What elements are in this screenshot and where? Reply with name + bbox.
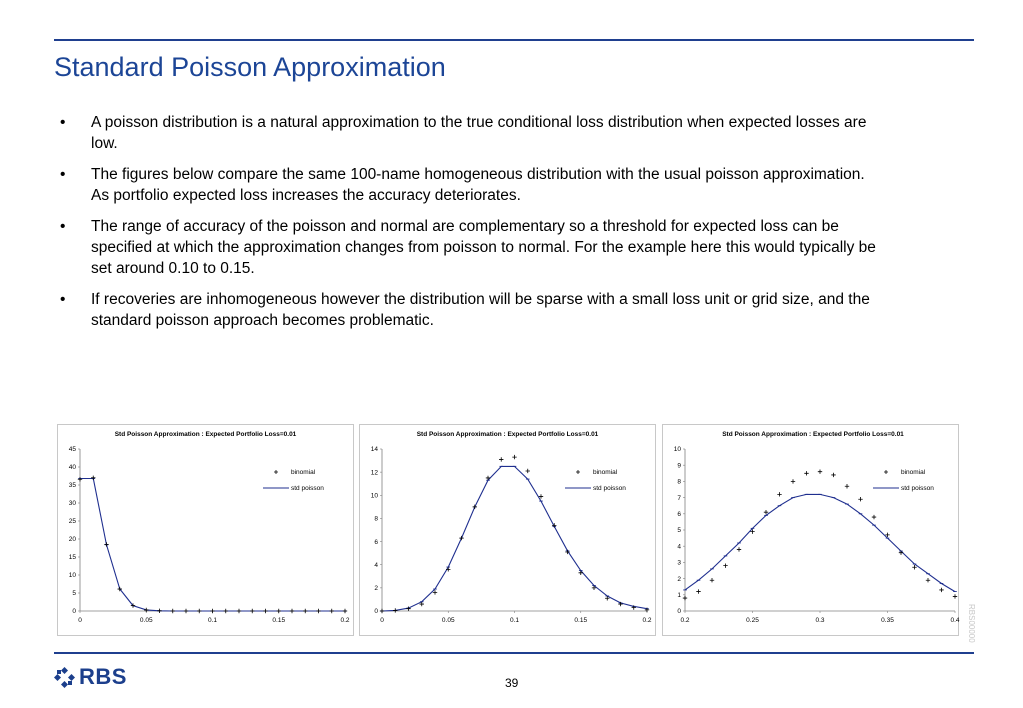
x-tick-label: 0.15 bbox=[574, 617, 588, 624]
legend-binomial-marker bbox=[884, 470, 888, 474]
binomial-point bbox=[683, 596, 687, 600]
y-tick-label: 8 bbox=[677, 478, 681, 486]
legend-std-poisson-label: std poisson bbox=[593, 485, 626, 493]
y-tick-label: 35 bbox=[68, 482, 76, 490]
binomial-point bbox=[277, 609, 281, 613]
y-tick-label: 1 bbox=[677, 592, 681, 599]
binomial-point bbox=[804, 471, 808, 475]
y-tick-label: 12 bbox=[370, 469, 378, 477]
x-tick-label: 0.3 bbox=[815, 617, 825, 624]
binomial-point bbox=[845, 484, 849, 488]
x-tick-label: 0 bbox=[380, 617, 384, 624]
binomial-point bbox=[210, 609, 214, 613]
binomial-point bbox=[184, 609, 188, 613]
chart-title: Std Poisson Approximation : Expected Portfolio Loss=0.01 bbox=[722, 431, 904, 438]
binomial-point bbox=[777, 492, 781, 496]
binomial-point bbox=[926, 578, 930, 582]
binomial-point bbox=[91, 476, 95, 480]
binomial-point bbox=[791, 479, 795, 483]
chart-title: Std Poisson Approximation : Expected Portfolio Loss=0.01 bbox=[416, 431, 599, 438]
x-tick-label: 0.25 bbox=[746, 617, 759, 624]
page-number: 39 bbox=[505, 676, 519, 690]
bullet-item bbox=[60, 216, 880, 279]
side-code: RBS00000 bbox=[967, 604, 976, 643]
y-tick-label: 40 bbox=[68, 464, 76, 472]
bullet-marker: • bbox=[60, 218, 66, 235]
binomial-point bbox=[872, 515, 876, 519]
binomial-point bbox=[953, 594, 957, 598]
binomial-point bbox=[473, 505, 477, 509]
binomial-point bbox=[486, 476, 490, 480]
chart-panel-1 bbox=[57, 424, 354, 636]
legend-binomial-label: binomial bbox=[901, 469, 926, 477]
bullet-text: The range of accuracy of the poisson and normal are complementary so a threshold for expected loss can be specified at which the approximation changes from poisson to normal. For the example here this would typically be set around 0.10 to 0.15. bbox=[91, 218, 876, 277]
chart-panel-3 bbox=[662, 424, 959, 636]
y-tick-label: 14 bbox=[370, 446, 378, 454]
x-tick-label: 0.2 bbox=[642, 617, 652, 624]
bullet-item bbox=[60, 289, 880, 331]
x-tick-label: 0.05 bbox=[139, 617, 153, 624]
y-tick-label: 9 bbox=[677, 462, 681, 470]
binomial-point bbox=[330, 609, 334, 613]
binomial-point bbox=[939, 588, 943, 592]
bullet-marker: • bbox=[60, 291, 66, 308]
binomial-point bbox=[197, 609, 201, 613]
binomial-point bbox=[723, 563, 727, 567]
x-tick-label: 0.35 bbox=[881, 617, 894, 624]
y-tick-label: 0 bbox=[677, 608, 681, 616]
y-tick-label: 6 bbox=[374, 538, 378, 546]
slide-title: Standard Poisson Approximation bbox=[54, 52, 446, 82]
binomial-point bbox=[303, 609, 307, 613]
y-tick-label: 10 bbox=[68, 572, 76, 580]
x-tick-label: 0.15 bbox=[272, 617, 286, 624]
series-line-std-poisson bbox=[685, 494, 955, 591]
binomial-point bbox=[512, 455, 516, 459]
y-tick-label: 10 bbox=[673, 446, 681, 454]
binomial-point bbox=[696, 589, 700, 593]
y-tick-label: 25 bbox=[68, 518, 76, 526]
y-tick-label: 30 bbox=[68, 500, 76, 508]
binomial-point bbox=[224, 609, 228, 613]
x-tick-label: 0.1 bbox=[509, 617, 520, 624]
y-tick-label: 10 bbox=[370, 492, 378, 500]
binomial-point bbox=[157, 609, 161, 613]
binomial-point bbox=[710, 578, 714, 582]
binomial-point bbox=[316, 609, 320, 613]
binomial-point bbox=[579, 571, 583, 575]
y-tick-label: 2 bbox=[677, 575, 681, 583]
x-tick-label: 0.05 bbox=[441, 617, 455, 624]
legend-binomial-label: binomial bbox=[593, 469, 618, 477]
bullet-list bbox=[60, 112, 880, 341]
rbs-logo bbox=[54, 664, 127, 690]
bullet-text: A poisson distribution is a natural approximation to the true conditional loss distribution when expected losses are low. bbox=[91, 114, 867, 152]
chart-title: Std Poisson Approximation : Expected Portfolio Loss=0.01 bbox=[114, 431, 297, 438]
chart-1 bbox=[58, 425, 353, 635]
binomial-point bbox=[250, 609, 254, 613]
y-tick-label: 2 bbox=[374, 585, 378, 593]
binomial-point bbox=[380, 609, 384, 613]
bullet-item bbox=[60, 164, 880, 206]
bullet-marker: • bbox=[60, 114, 66, 131]
bullet-text: The figures below compare the same 100-name homogeneous distribution with the usual poisson approximation. As portfolio expected loss increases the accuracy deteriorates. bbox=[91, 166, 865, 204]
legend-std-poisson-label: std poisson bbox=[291, 485, 324, 493]
binomial-point bbox=[499, 457, 503, 461]
binomial-point bbox=[263, 609, 267, 613]
binomial-point bbox=[737, 547, 741, 551]
binomial-point bbox=[858, 497, 862, 501]
y-tick-label: 20 bbox=[68, 536, 76, 544]
y-tick-label: 45 bbox=[68, 446, 76, 454]
chart-3 bbox=[663, 425, 963, 635]
legend-std-poisson-label: std poisson bbox=[901, 485, 934, 493]
binomial-point bbox=[526, 469, 530, 473]
x-tick-label: 0.1 bbox=[207, 617, 218, 624]
y-tick-label: 7 bbox=[677, 494, 681, 502]
logo-text: RBS bbox=[79, 664, 127, 689]
legend-binomial-marker bbox=[274, 470, 278, 474]
chart-panel-2 bbox=[359, 424, 656, 636]
binomial-point bbox=[290, 609, 294, 613]
binomial-point bbox=[171, 609, 175, 613]
y-tick-label: 6 bbox=[677, 511, 681, 518]
y-tick-label: 5 bbox=[72, 590, 76, 598]
rbs-daisy-icon bbox=[54, 667, 75, 688]
footer-rule bbox=[54, 652, 974, 654]
x-tick-label: 0.4 bbox=[950, 617, 960, 624]
y-tick-label: 0 bbox=[374, 608, 378, 616]
y-tick-label: 5 bbox=[677, 527, 681, 535]
binomial-point bbox=[831, 473, 835, 477]
binomial-point bbox=[446, 567, 450, 571]
chart-2 bbox=[360, 425, 655, 635]
y-tick-label: 15 bbox=[68, 554, 76, 562]
bullet-marker: • bbox=[60, 166, 66, 183]
binomial-point bbox=[818, 469, 822, 473]
x-tick-label: 0.2 bbox=[680, 617, 690, 624]
binomial-point bbox=[144, 608, 148, 612]
binomial-point bbox=[393, 608, 397, 612]
y-tick-label: 0 bbox=[72, 608, 76, 616]
binomial-point bbox=[237, 609, 241, 613]
legend-binomial-marker bbox=[576, 470, 580, 474]
binomial-point bbox=[459, 536, 463, 540]
bullet-item bbox=[60, 112, 880, 154]
legend-binomial-label: binomial bbox=[291, 469, 316, 477]
binomial-point bbox=[104, 542, 108, 546]
y-tick-label: 3 bbox=[677, 559, 681, 567]
bullet-text: If recoveries are inhomogeneous however the distribution will be sparse with a small loss unit or grid size, and the standard poisson approach becomes problematic. bbox=[91, 291, 870, 329]
x-tick-label: 0.2 bbox=[340, 617, 350, 624]
binomial-point bbox=[78, 477, 82, 481]
header-rule bbox=[54, 39, 974, 41]
y-tick-label: 4 bbox=[677, 543, 681, 551]
binomial-point bbox=[343, 609, 347, 613]
x-tick-label: 0 bbox=[78, 617, 82, 624]
y-tick-label: 8 bbox=[374, 515, 378, 523]
y-tick-label: 4 bbox=[374, 561, 378, 569]
